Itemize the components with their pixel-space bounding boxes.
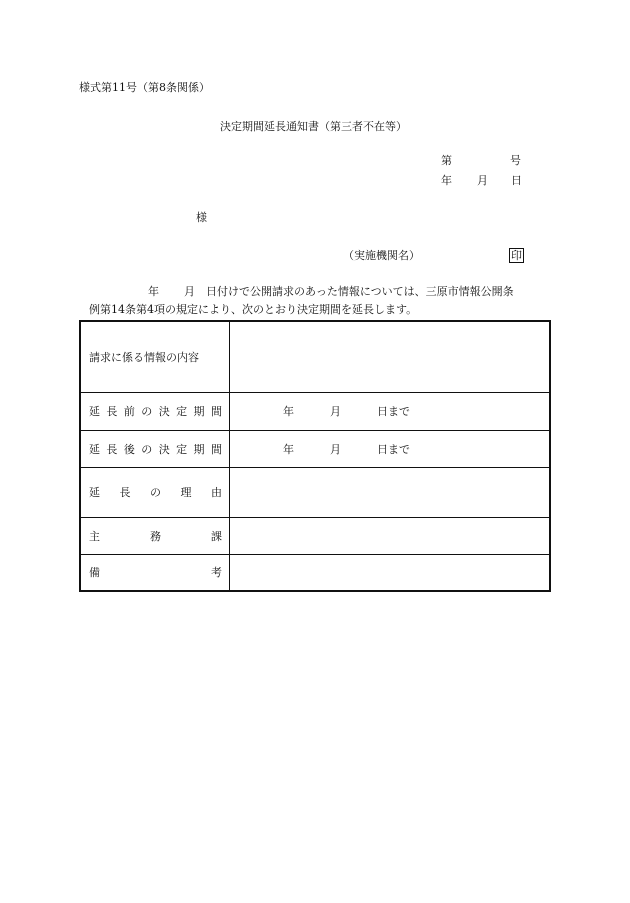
- label-text: 請求に係る情報の内容: [89, 350, 199, 364]
- label-text: [89, 441, 222, 457]
- table-row-before-period: [80, 392, 550, 430]
- value-department: [230, 517, 551, 554]
- label-char: 課: [211, 529, 222, 543]
- before-month: 月: [330, 405, 341, 418]
- label-char: 備: [89, 566, 100, 580]
- label-char: 由: [211, 486, 222, 499]
- label-char: 延: [89, 405, 100, 418]
- label-department: [80, 517, 230, 554]
- label-char: 長: [106, 405, 118, 418]
- label-char: の: [141, 442, 153, 456]
- document-title: 決定期間延長通知書（第三者不在等）: [220, 120, 407, 133]
- table-row-request-content: [80, 321, 550, 392]
- after-month: 月: [330, 442, 341, 456]
- label-char: 理: [180, 486, 192, 499]
- body-month: 月: [184, 285, 195, 298]
- date-day: 日: [511, 174, 522, 187]
- table-row-remarks: [80, 554, 550, 591]
- addressee-sama: 様: [196, 211, 207, 224]
- date-month: 月: [477, 174, 488, 187]
- body-line2: 例第14条第4項の規定により、次のとおり決定期間を延長します。: [89, 303, 418, 316]
- label-char: 務: [150, 529, 161, 543]
- info-table: [79, 320, 551, 592]
- value-request-content: [230, 321, 551, 392]
- label-text: [89, 528, 222, 544]
- label-char: 延: [89, 486, 100, 499]
- label-text: [89, 403, 222, 419]
- value-remarks: [230, 554, 551, 591]
- value-reason: [230, 467, 551, 517]
- label-char: 考: [211, 566, 222, 580]
- label-request-content: [80, 321, 230, 392]
- after-until: 日まで: [377, 442, 410, 456]
- agency-name-label: （実施機関名）: [343, 249, 420, 262]
- label-char: 決: [158, 405, 170, 418]
- label-char: 長: [119, 486, 131, 499]
- form-number: 様式第11号（第8条関係）: [79, 81, 210, 94]
- label-char: の: [150, 486, 161, 499]
- before-year: 年: [283, 405, 294, 418]
- label-char: 期: [193, 405, 205, 418]
- label-char: 定: [176, 442, 188, 456]
- label-text: [89, 484, 222, 500]
- label-reason: [80, 467, 230, 517]
- value-before-period: [230, 392, 551, 430]
- label-char: 延: [89, 442, 100, 456]
- label-char: 決: [158, 442, 170, 456]
- label-text: [89, 564, 222, 580]
- table-row-department: [80, 517, 550, 554]
- label-remarks: [80, 554, 230, 591]
- label-char: 期: [193, 442, 205, 456]
- table-row-after-period: [80, 430, 550, 467]
- doc-number-go: 号: [510, 154, 521, 167]
- label-after-period: [80, 430, 230, 467]
- body-year: 年: [148, 285, 159, 298]
- table-row-reason: [80, 467, 550, 517]
- label-char: 長: [106, 442, 118, 456]
- label-char: 間: [210, 405, 222, 418]
- before-until: 日まで: [377, 405, 410, 418]
- seal-mark: 印: [511, 249, 522, 262]
- label-before-period: [80, 392, 230, 430]
- date-year: 年: [441, 174, 452, 187]
- label-char: 後: [123, 442, 135, 456]
- doc-number-dai: 第: [441, 154, 452, 167]
- body-line1: 日付けで公開請求のあった情報については、三原市情報公開条: [206, 285, 514, 298]
- label-char: 定: [176, 405, 188, 418]
- label-char: 主: [89, 529, 100, 543]
- label-char: 前: [123, 405, 135, 418]
- label-char: の: [141, 405, 153, 418]
- label-char: 間: [210, 442, 222, 456]
- after-year: 年: [283, 442, 294, 456]
- value-after-period: [230, 430, 551, 467]
